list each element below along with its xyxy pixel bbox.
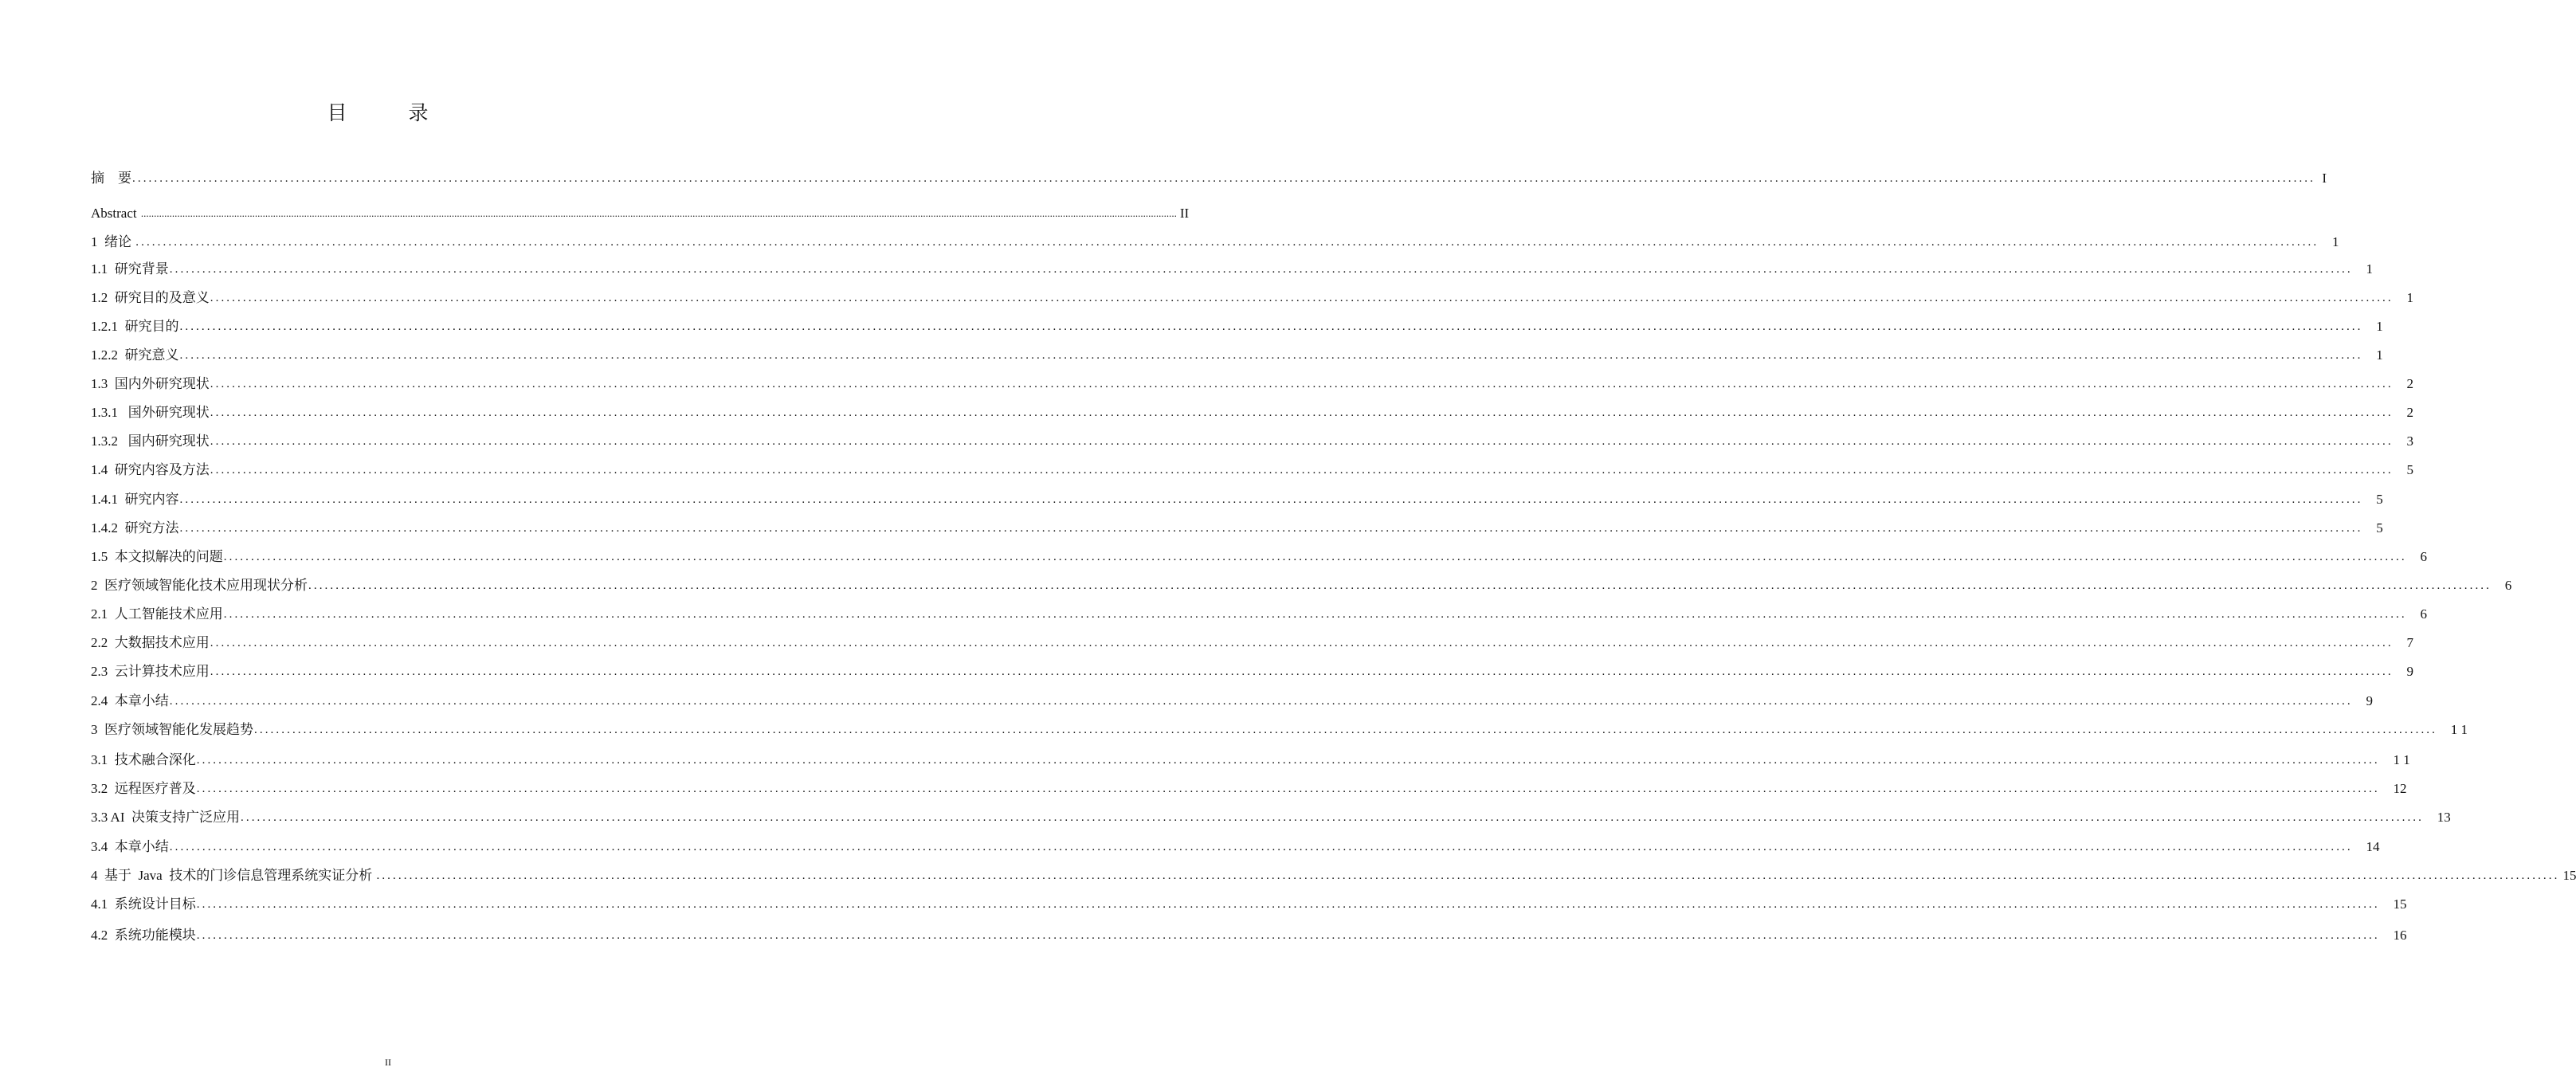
toc-entry[interactable] xyxy=(91,575,2512,596)
toc-entry-label: 2.2 大数据技术应用 xyxy=(91,635,210,650)
toc-entry-page-number: 16 xyxy=(2382,928,2407,943)
toc-entry-page-number: 2 xyxy=(2396,376,2413,391)
toc-entry-page-number: 6 xyxy=(2409,549,2427,564)
toc-entry-page-number: 1 1 xyxy=(2441,722,2468,737)
toc-entry-page-number: 1 xyxy=(2366,319,2383,334)
toc-leader-dots: ................................................................................................................................................................................................................................................................................................................................................................................................................ xyxy=(169,263,2353,276)
toc-entry-label: 1 绪论 xyxy=(91,234,135,249)
toc-entry-label: 1.4.1 研究内容 xyxy=(91,492,179,507)
toc-entry-page-number: 2 xyxy=(2396,405,2413,420)
toc-title: 目 录 xyxy=(327,101,449,124)
toc-leader-dots: ................................................................................................................................................................................................................................................................................................................................................................................................................ xyxy=(210,435,2394,448)
toc-entry-page-number: 1 xyxy=(2322,234,2339,249)
toc-leader-dots: ................................................................................................................................................................................................................................................................................................................................................................................................................ xyxy=(210,406,2394,419)
toc-leader-dots: ................................................................................................................................................................................................................................................................................................................................................................................................................ xyxy=(210,464,2394,477)
toc-leader-dots: ................................................................................................................................................................................................................................................................................................................................................................................................................ xyxy=(169,841,2353,853)
toc-entry-label: 1.3.2 国内研究现状 xyxy=(91,434,210,449)
toc-leader-dots: ................................................................................................................................................................................................................................................................................................................................................................................................................ xyxy=(179,320,2363,333)
toc-entry[interactable] xyxy=(91,316,2383,337)
toc-entry-page-number: 15 xyxy=(2562,868,2576,883)
toc-entry-page-number: 9 xyxy=(2355,693,2373,708)
toc-entry-label: 1.4 研究内容及方法 xyxy=(91,462,210,477)
toc-entry[interactable] xyxy=(91,925,2407,946)
toc-entry-label: 4.2 系统功能模块 xyxy=(91,928,196,943)
toc-leader-dots: ................................................................................................................................................................................................................................................................................................................................................................................................................ xyxy=(308,579,2492,592)
toc-entry-label: 摘 要 xyxy=(91,171,131,186)
toc-entry[interactable] xyxy=(91,168,2327,189)
toc-entry-label: 2.3 云计算技术应用 xyxy=(91,664,210,679)
toc-entry[interactable] xyxy=(91,691,2373,712)
toc-leader-dots: ................................................................................................................................................................................................................................................................................................................................................................................................................ xyxy=(223,608,2407,621)
toc-entry[interactable] xyxy=(91,547,2427,567)
toc-entry-label: 3.3 AI 决策支持广泛应用 xyxy=(91,810,240,825)
toc-entry-page-number: 5 xyxy=(2396,462,2413,477)
toc-leader-dots: ................................................................................................................................................................................................................................................................................................................................................................................................................ xyxy=(210,665,2394,678)
toc-leader-dots: ................................................................................................................................................................................................................................................................................................................................................................................................................ xyxy=(196,783,2380,795)
toc-leader-dots: ................................................................................................................................................................................................................................................................................................................................................................................................................ xyxy=(179,493,2363,506)
toc-entry[interactable] xyxy=(91,604,2427,625)
toc-entry-page-number: 5 xyxy=(2366,520,2383,536)
toc-entry[interactable] xyxy=(91,720,2468,740)
toc-entry[interactable] xyxy=(91,374,2413,394)
toc-entry-page-number: II xyxy=(1179,206,1190,221)
toc-entry-page-number: 14 xyxy=(2355,839,2380,854)
toc-entry-label: 3.4 本章小结 xyxy=(91,839,169,854)
toc-leader-dots: ................................................................................................................................................................................................................................................................................................................................................................................................................ xyxy=(196,754,2380,767)
toc-leader-dots: ................................................................................................................................................................................................................................................................................................................................................................................................................ xyxy=(376,869,2560,882)
toc-entry-page-number: 1 1 xyxy=(2382,752,2410,767)
toc-leader-dots: ................................................................................................................................................................................................................................................................................................................................................................................................................ xyxy=(223,551,2407,563)
toc-entry-label: 4 基于 Java 技术的门诊信息管理系统实证分析 xyxy=(91,868,376,883)
toc-entry[interactable] xyxy=(91,203,1190,224)
toc-entry-page-number: 13 xyxy=(2427,810,2451,825)
toc-entry[interactable] xyxy=(91,779,2407,799)
toc-entry[interactable] xyxy=(91,232,2339,253)
toc-entry[interactable] xyxy=(91,345,2383,366)
toc-entry-label: 2.4 本章小结 xyxy=(91,693,169,708)
toc-entry-page-number: 3 xyxy=(2396,434,2413,449)
toc-entry[interactable] xyxy=(91,460,2413,481)
toc-entry-page-number: 9 xyxy=(2396,664,2413,679)
toc-entry-label: 2 医疗领域智能化技术应用现状分析 xyxy=(91,578,308,593)
toc-entry-label: 1.5 本文拟解决的问题 xyxy=(91,549,223,564)
toc-entry-label: 2.1 人工智能技术应用 xyxy=(91,606,223,622)
toc-entry[interactable] xyxy=(91,837,2380,857)
toc-entry-label: 1.1 研究背景 xyxy=(91,261,169,277)
toc-entry[interactable] xyxy=(91,750,2410,771)
toc-entry-label: 1.2.1 研究目的 xyxy=(91,319,179,334)
toc-leader-dots: ................................................................................................................................................................................................................................................................................................................................................................................................................ xyxy=(196,929,2380,942)
toc-entry-label: 3.2 远程医疗普及 xyxy=(91,781,196,796)
toc-leader-dots: ................................................................................................................................................................................................................................................................................................................................................................................................................ xyxy=(210,292,2394,304)
toc-entry[interactable] xyxy=(91,489,2383,510)
toc-entry-label: 1.2.2 研究意义 xyxy=(91,347,179,363)
toc-leader-dots: ................................................................................................................................................................................................................................................................................................................................................................................................................ xyxy=(169,695,2353,708)
toc-entry-page-number: I xyxy=(2322,171,2327,186)
toc-entry-label: 1.2 研究目的及意义 xyxy=(91,290,210,305)
toc-entry[interactable] xyxy=(91,288,2413,308)
toc-leader-dots: ................................................................................................................................................................................................................................................................................................................................................................................................................ xyxy=(179,522,2363,535)
toc-entry[interactable] xyxy=(91,402,2413,423)
page-number-footer: II xyxy=(385,1057,391,1068)
toc-leader-dots: ................................................................................................................................................................................................................................................................................................................................................................................................................ xyxy=(135,236,2319,249)
toc-entry-page-number: 1 xyxy=(2355,261,2373,277)
toc-entry[interactable] xyxy=(91,259,2373,280)
toc-entry-page-number: 12 xyxy=(2382,781,2407,796)
toc-leader-dots: ................................................................................................................................................................................................................................................................................................................................................................................................................ xyxy=(179,349,2363,362)
toc-leader-dots: ................................................................................................................................................................................................................................................................................................................................................................................................................ xyxy=(210,378,2394,390)
toc-entry-page-number: 1 xyxy=(2366,347,2383,363)
toc-entry[interactable] xyxy=(91,865,2576,886)
toc-entry-label: 3 医疗领域智能化发展趋势 xyxy=(91,722,253,737)
toc-entry-page-number: 1 xyxy=(2396,290,2413,305)
toc-entry-page-number: 7 xyxy=(2396,635,2413,650)
toc-entry-label: 1.3 国内外研究现状 xyxy=(91,376,210,391)
toc-entry-page-number: 5 xyxy=(2366,492,2383,507)
toc-entry-page-number: 6 xyxy=(2409,606,2427,622)
toc-leader-dots: ................................................................................................................................................................................................................................................................................................................................................................................................................ xyxy=(140,207,1177,219)
toc-leader-dots: ................................................................................................................................................................................................................................................................................................................................................................................................................ xyxy=(241,811,2424,824)
toc-entry[interactable] xyxy=(91,807,2451,828)
toc-leader-dots: ................................................................................................................................................................................................................................................................................................................................................................................................................ xyxy=(196,898,2380,911)
toc-leader-dots: ................................................................................................................................................................................................................................................................................................................................................................................................................ xyxy=(254,724,2437,736)
toc-entry-label: 1.3.1 国外研究现状 xyxy=(91,405,210,420)
toc-entry-label: 4.1 系统设计目标 xyxy=(91,896,196,912)
toc-entry[interactable] xyxy=(91,894,2407,915)
toc-entry-page-number: 15 xyxy=(2382,896,2407,912)
toc-entry-label: 1.4.2 研究方法 xyxy=(91,520,179,536)
toc-entry[interactable] xyxy=(91,431,2413,452)
toc-leader-dots: ................................................................................................................................................................................................................................................................................................................................................................................................................ xyxy=(132,172,2315,185)
toc-entry[interactable] xyxy=(91,518,2383,539)
toc-entry-label: Abstract xyxy=(91,206,140,221)
toc-entry[interactable] xyxy=(91,661,2413,682)
toc-entry-page-number: 6 xyxy=(2495,578,2512,593)
toc-leader-dots: ................................................................................................................................................................................................................................................................................................................................................................................................................ xyxy=(210,637,2394,649)
toc-entry[interactable] xyxy=(91,633,2413,653)
toc-entry-label: 3.1 技术融合深化 xyxy=(91,752,196,767)
